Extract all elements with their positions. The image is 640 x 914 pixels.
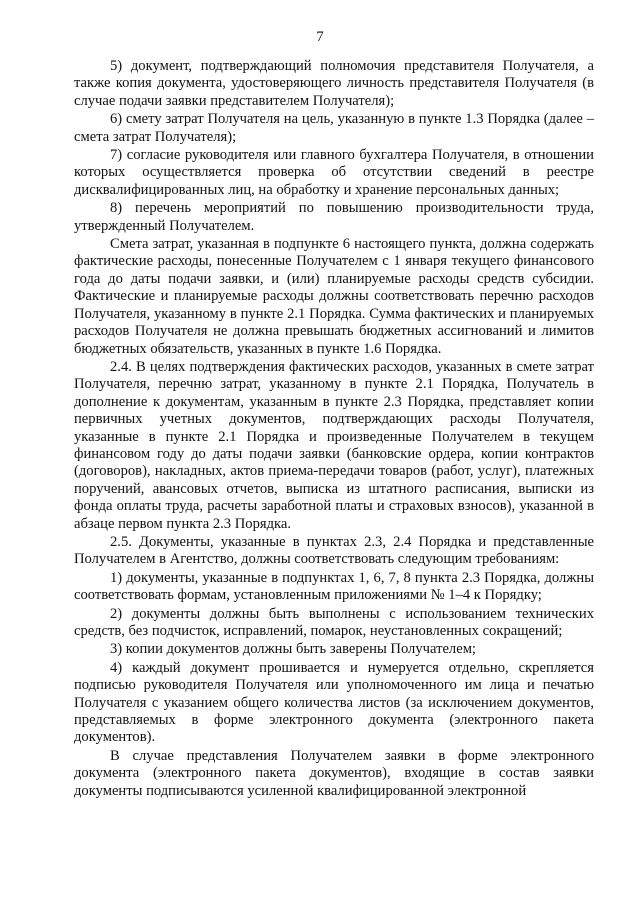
paragraph-item-6: 6) смету затрат Получателя на цель, указанную в пункте 1.3 Порядка (далее – смета затрат Получателя);	[74, 111, 594, 145]
document-body	[74, 58, 594, 800]
paragraph-cost-estimate: Смета затрат, указанная в подпункте 6 настоящего пункта, должна содержать фактические расходы, понесенные Получателем с 1 января текущего финансового года до даты подачи заявки, и (или) планируемые расходы средств субсидии. Фактические и планируемые расходы должны соответствовать перечню расходов Получателя, указанному в пункте 2.1 Порядка. Сумма фактических и планируемых расходов Получателя не должна превышать бюджетных ассигнований и лимитов бюджетных обязательств, указанных в пункте 1.6 Порядка.	[74, 236, 594, 357]
paragraph-requirement-1: 1) документы, указанные в подпунктах 1, 6, 7, 8 пункта 2.3 Порядка, должны соответствовать формам, установленным приложениями № 1–4 к Порядку;	[74, 569, 594, 604]
paragraph-section-2-4: 2.4. В целях подтверждения фактических расходов, указанных в смете затрат Получателя, перечню затрат, указанному в пункте 2.1 Порядка, Получатель в дополнение к документам, указанным в пункте 2.3 Порядка, представляет копии первичных учетных документов, подтверждающих расходы Получателя, указанные в пункте 2.1 Порядка и произведенные Получателем в текущем финансовом году до даты подачи заявки (банковские ордера, копии контрактов (договоров), накладных, актов приема-передачи товаров (работ, услуг), платежных поручений, авансовых отчетов, выписка из штатного расписания, выписки из фонда оплаты труда, расчеты заработной платы и страховых взносов), указанной в абзаце первом пункта 2.3 Порядка.	[74, 358, 594, 532]
paragraph-requirement-2: 2) документы должны быть выполнены с использованием технических средств, без подчисток, исправлений, помарок, неустановленных сокращений;	[74, 605, 594, 639]
paragraph-electronic-submission: В случае представления Получателем заявки в форме электронного документа (электронного пакета документов), входящие в состав заявки документы подписываются усиленной квалифицированной электронной	[74, 747, 594, 799]
paragraph-item-7: 7) согласие руководителя или главного бухгалтера Получателя, в отношении которых осуществляется проверка об отсутствии сведений в реестре дисквалифицированных лиц, на обработку и хранение персональных данных;	[74, 147, 594, 198]
page-number: 7	[316, 29, 324, 45]
paragraph-item-8: 8) перечень мероприятий по повышению производительности труда, утвержденный Получателем.	[74, 200, 594, 234]
paragraph-requirement-3: 3) копии документов должны быть заверены Получателем;	[110, 641, 476, 658]
paragraph-section-2-5: 2.5. Документы, указанные в пунктах 2.3, 2.4 Порядка и представленные Получателем в Агентство, должны соответствовать следующим требованиям:	[74, 533, 594, 568]
paragraph-requirement-4: 4) каждый документ прошивается и нумеруется отдельно, скрепляется подписью руководителя Получателя или уполномоченного им лица и печатью Получателя с указанием общего количества листов (за исключением документов, представляемых в форме электронного документа (электронного пакета документов).	[74, 659, 594, 746]
paragraph-item-5: 5) документ, подтверждающий полномочия представителя Получателя, а также копия документа, удостоверяющего личность представителя Получателя (в случае подачи заявки представителем Получателя);	[74, 58, 594, 109]
